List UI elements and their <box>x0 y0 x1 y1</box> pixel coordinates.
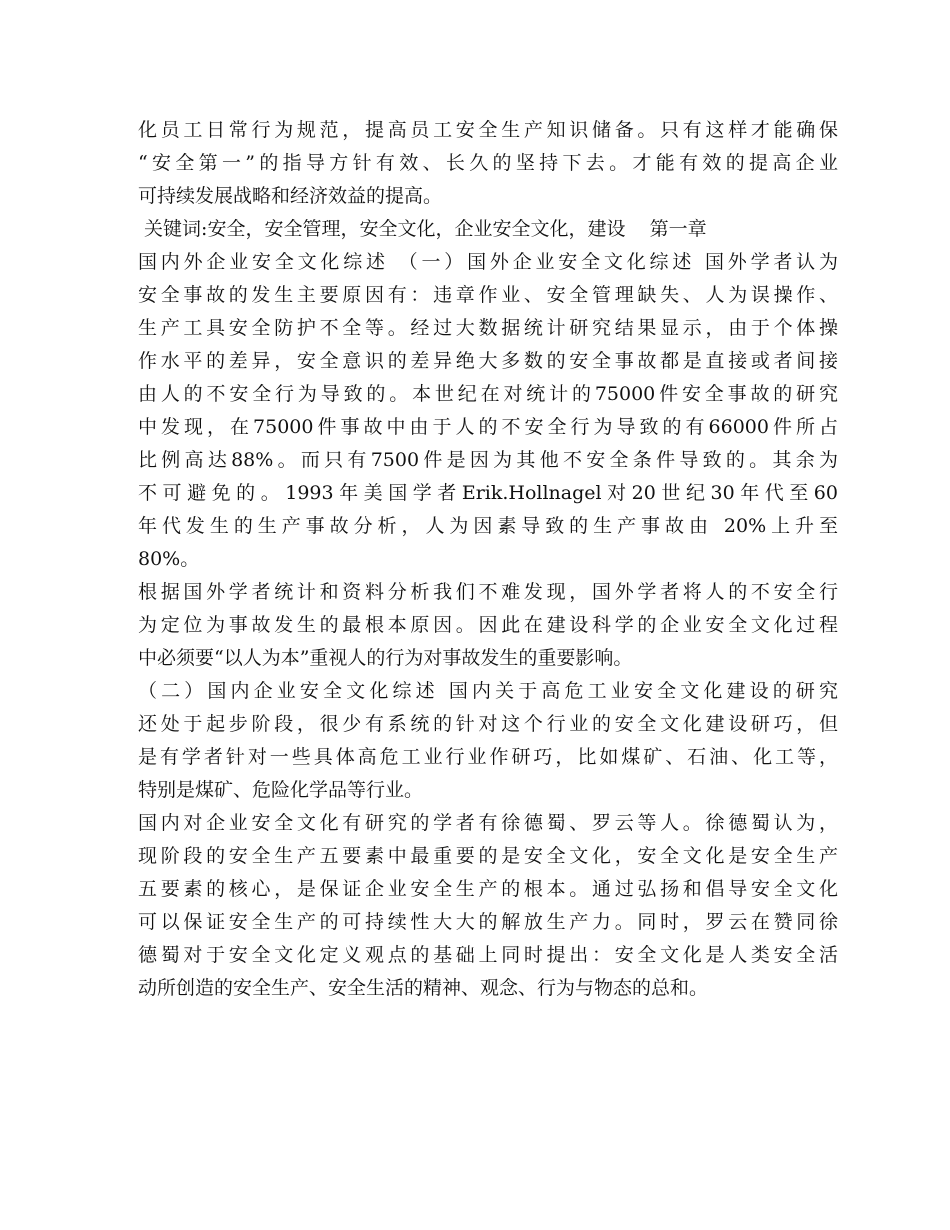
text-line: 为定位为事故发生的最根本原因。因此在建设科学的企业安全文化过程 <box>138 614 838 636</box>
text-line: 国内外企业安全文化综述 （一）国外企业安全文化综述 国外学者认为 <box>138 251 838 273</box>
text-line: “安全第一”的指导方针有效、长久的坚持下去。才能有效的提高企业 <box>138 152 838 174</box>
text-line: 德蜀对于安全文化定义观点的基础上同时提出：安全文化是人类安全活 <box>138 944 838 966</box>
text-line: 可以保证安全生产的可持续性大大的解放生产力。同时，罗云在赞同徐 <box>138 911 838 933</box>
keywords-line: 关键词:安全，安全管理，安全文化，企业安全文化，建设 第一章 <box>138 218 707 240</box>
text-line: 可持续发展战略和经济效益的提高。 <box>138 185 443 207</box>
text-line: 不可避免的。1993年美国学者Erik.Hollnagel对20世纪30年代至60 <box>138 482 838 504</box>
document-body <box>138 114 838 1005</box>
text-line: 现阶段的安全生产五要素中最重要的是安全文化，安全文化是安全生产 <box>138 845 838 867</box>
text-line: 中发现，在75000件事故中由于人的不安全行为导致的有66000件所占 <box>138 416 838 438</box>
text-line: 安全事故的发生主要原因有：违章作业、安全管理缺失、人为误操作、 <box>138 284 838 306</box>
section-heading-line: （二）国内企业安全文化综述 国内关于高危工业安全文化建设的研究 <box>138 680 838 702</box>
text-line: 中必须要“以人为本”重视人的行为对事故发生的重要影响。 <box>138 647 633 669</box>
text-line: 五要素的核心，是保证企业安全生产的根本。通过弘扬和倡导安全文化 <box>138 878 838 900</box>
text-line: 特别是煤矿、危险化学品等行业。 <box>138 779 424 801</box>
text-line: 年代发生的生产事故分析，人为因素导致的生产事故由 20%上升至 <box>138 515 838 537</box>
text-line: 生产工具安全防护不全等。经过大数据统计研究结果显示，由于个体操 <box>138 317 838 339</box>
text-line: 化员工日常行为规范，提高员工安全生产知识储备。只有这样才能确保 <box>138 119 838 141</box>
text-line: 由人的不安全行为导致的。本世纪在对统计的75000件安全事故的研究 <box>138 383 838 405</box>
text-line: 比例高达88%。而只有7500件是因为其他不安全条件导致的。其余为 <box>138 449 838 471</box>
text-line: 国内对企业安全文化有研究的学者有徐德蜀、罗云等人。徐德蜀认为， <box>138 812 838 834</box>
text-line: 动所创造的安全生产、安全生活的精神、观念、行为与物态的总和。 <box>138 977 709 999</box>
text-line: 根据国外学者统计和资料分析我们不难发现，国外学者将人的不安全行 <box>138 581 838 603</box>
text-line: 80%。 <box>138 548 200 570</box>
text-line: 是有学者针对一些具体高危工业行业作研巧，比如煤矿、石油、化工等， <box>138 746 838 768</box>
text-line: 还处于起步阶段，很少有系统的针对这个行业的安全文化建设研巧，但 <box>138 713 838 735</box>
text-line: 作水平的差异，安全意识的差异绝大多数的安全事故都是直接或者间接 <box>138 350 838 372</box>
